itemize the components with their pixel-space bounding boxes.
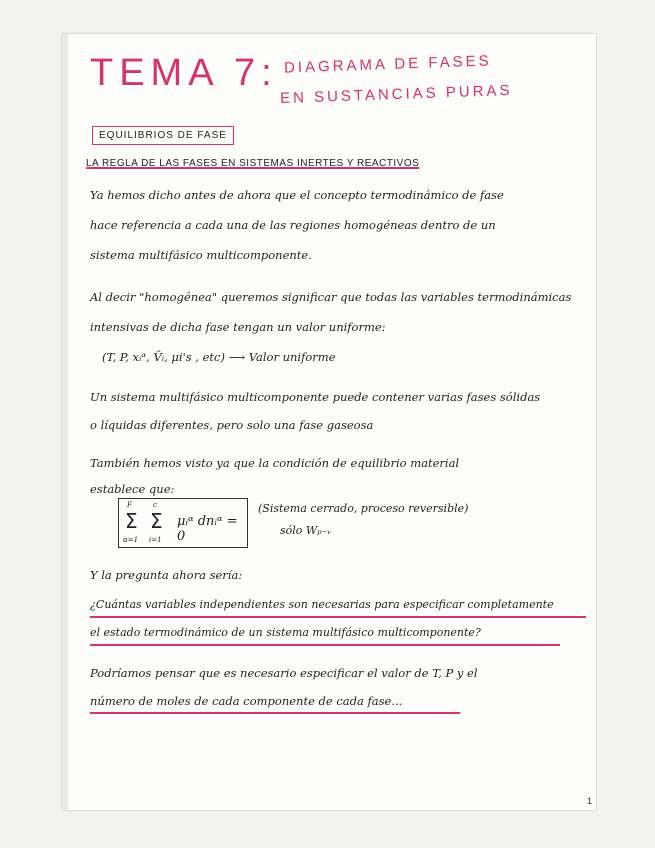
formula-note: sólo Wₚ₋ᵥ: [280, 524, 332, 537]
paragraph-line: ¿Cuántas variables independientes son necesarias para especificar completamente: [90, 598, 554, 611]
sum-lower-limit: α=1: [123, 536, 139, 544]
paragraph-line: También hemos visto ya que la condición de equilibrio material: [90, 456, 460, 470]
paragraph-line: número de moles de cada componente de cada fase...: [90, 694, 403, 708]
sum-upper-limit: F: [127, 501, 132, 509]
summation-symbol: Σ: [150, 509, 163, 533]
title-subtitle-line1: DIAGRAMA DE FASES: [283, 52, 492, 77]
formula-term: μᵢᵅ dnᵢᵅ = 0: [177, 514, 238, 544]
pink-underline: [90, 616, 586, 618]
section-box-label: EQUILIBRIOS DE FASE: [92, 126, 234, 145]
pink-underline: [90, 644, 560, 646]
paragraph-line: intensivas de dicha fase tengan un valor uniforme:: [90, 320, 386, 334]
paragraph-line: Al decir "homogénea" queremos significar que todas las variables termodinámicas: [90, 290, 572, 304]
paragraph-line: Y la pregunta ahora sería:: [90, 568, 243, 582]
paragraph-line: sistema multifásico multicomponente.: [90, 248, 312, 262]
summation-symbol: Σ: [125, 509, 138, 533]
section-heading: LA REGLA DE LAS FASES EN SISTEMAS INERTES Y REACTIVOS: [86, 158, 420, 169]
paragraph-line: Un sistema multifásico multicomponente puede contener varias fases sólidas: [90, 390, 541, 404]
pink-underline: [90, 712, 460, 714]
paragraph-line: (T, P, xᵢᵅ, V̄ᵢ, μi's , etc) ⟶ Valor uniforme: [102, 350, 336, 364]
notebook-page: [62, 34, 596, 810]
paragraph-line: Podríamos pensar que es necesario especificar el valor de T, P y el: [90, 666, 478, 680]
sum-lower-limit: i=1: [149, 536, 162, 544]
paragraph-line: establece que:: [90, 482, 175, 496]
page-binding-edge: [62, 34, 68, 810]
equilibrium-formula-box: [118, 498, 248, 548]
sum-upper-limit: c: [153, 501, 157, 509]
paragraph-line: o líquidas diferentes, pero solo una fase gaseosa: [90, 418, 374, 432]
formula-note: (Sistema cerrado, proceso reversible): [258, 502, 469, 515]
page-number: 1: [586, 796, 592, 806]
page-title: TEMA 7:: [90, 52, 278, 94]
paragraph-line: el estado termodinámico de un sistema multifásico multicomponente?: [90, 626, 481, 639]
paragraph-line: hace referencia a cada una de las regiones homogéneas dentro de un: [90, 218, 496, 232]
title-subtitle-line2: EN SUSTANCIAS PURAS: [279, 81, 513, 108]
paragraph-line: Ya hemos dicho antes de ahora que el concepto termodinámico de fase: [90, 188, 504, 202]
